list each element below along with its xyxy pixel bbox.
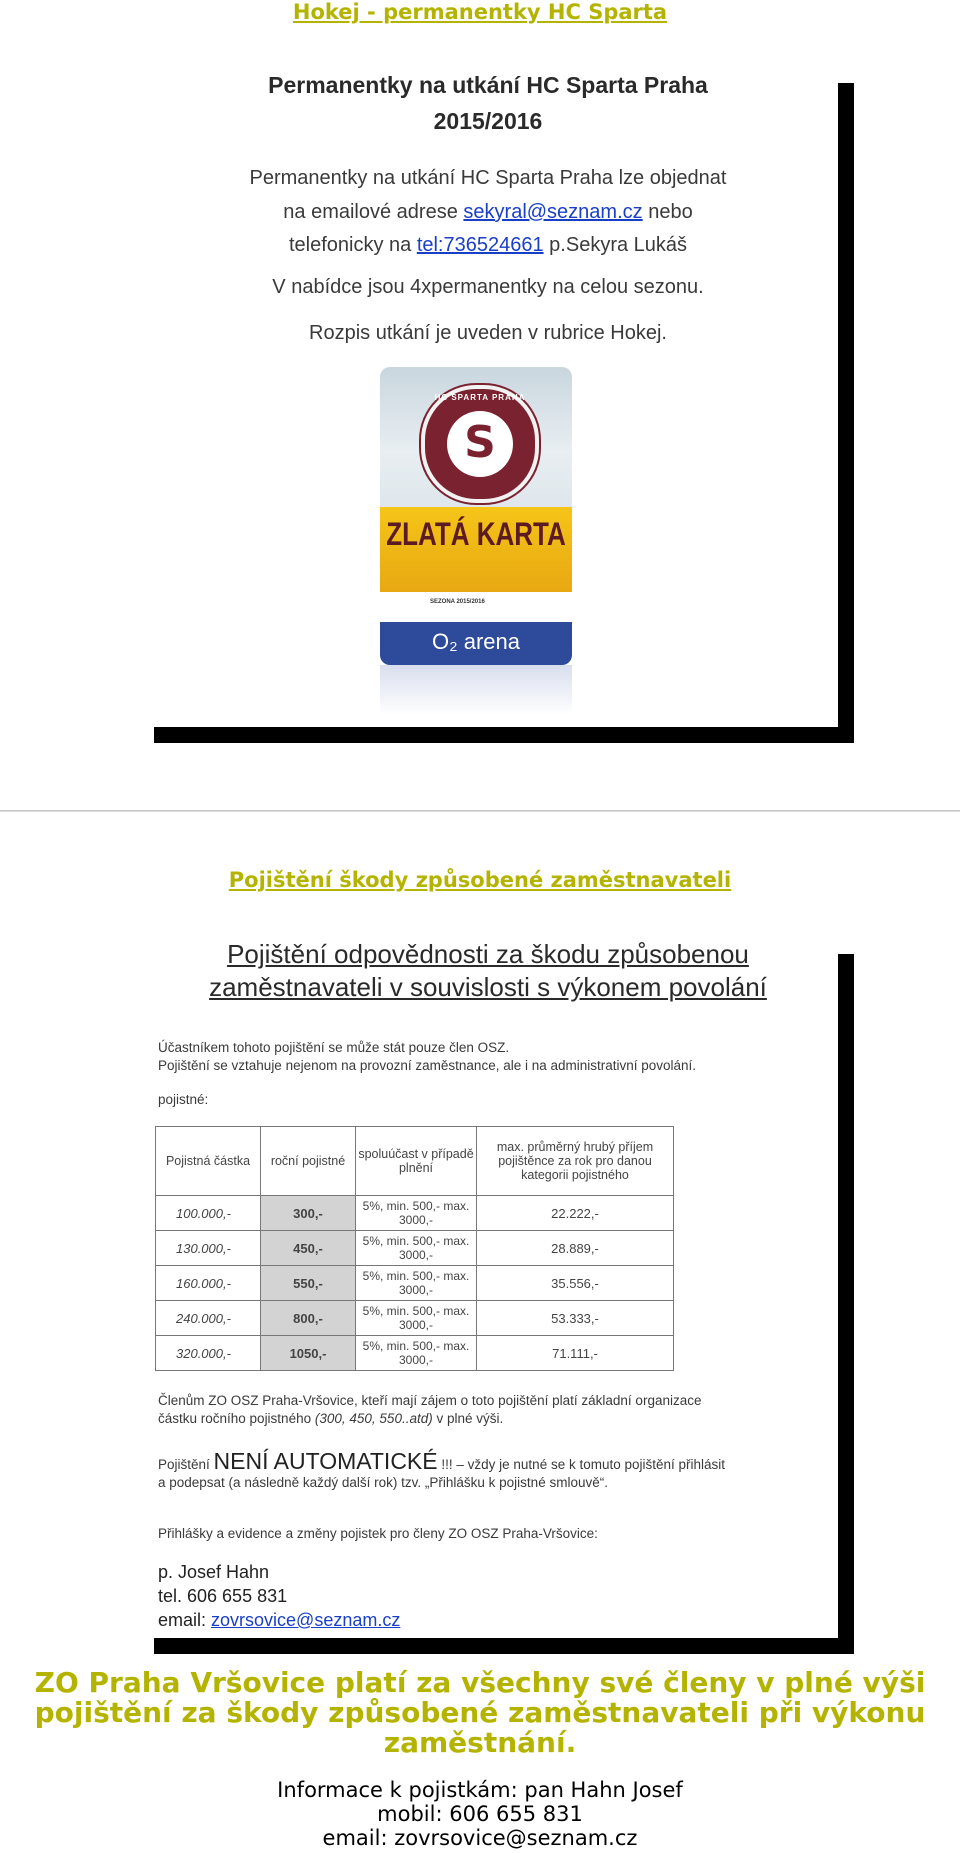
table-cell: 550,- — [261, 1266, 356, 1301]
insurance-contact-info — [0, 1778, 960, 1850]
members-prefix: částku ročního pojistného — [158, 1411, 312, 1426]
insurance-table — [155, 1126, 674, 1371]
info-line: email: zovrsovice@seznam.cz — [322, 1826, 638, 1850]
table-cell: 53.333,- — [477, 1301, 674, 1336]
coverage-line: ZO Praha Vršovice platí za všechny své členy v plné výši — [34, 1666, 926, 1699]
table-row — [156, 1336, 674, 1371]
table-cell: 5%, min. 500,- max. 3000,- — [356, 1336, 477, 1371]
pojisteni-title[interactable]: Pojištění škody způsobené zaměstnavateli — [228, 868, 732, 892]
table-cell: 5%, min. 500,- max. 3000,- — [356, 1266, 477, 1301]
coverage-message — [0, 1668, 960, 1758]
table-cell: 22.222,- — [477, 1196, 674, 1231]
table-cell: 28.889,- — [477, 1231, 674, 1266]
o2-arena-logo: O₂ arena — [431, 629, 521, 654]
permanentky-line2 — [138, 201, 838, 224]
contact-name: p. Josef Hahn — [158, 1562, 270, 1582]
info-line: Informace k pojistkám: pan Hahn Josef — [277, 1778, 683, 1802]
sparta-s-letter: S — [464, 417, 496, 468]
intro-line-2: Pojištění se vztahuje nejenom na provozní zaměstnance, ale i na administrativní povolání. — [158, 1058, 697, 1073]
card-season: SEZONA 2015/2016 — [430, 599, 485, 605]
col-header: max. průměrný hrubý příjem pojištěnce za rok pro danou kategorii pojistného — [477, 1127, 674, 1196]
table-cell: 5%, min. 500,- max. 3000,- — [356, 1301, 477, 1336]
phone-link[interactable]: tel:736524661 — [416, 234, 544, 256]
signup-line: a podepsat (a následně každý další rok) tzv. „Přihlášku k pojistné smlouvě“. — [158, 1475, 608, 1490]
table-row — [156, 1196, 674, 1231]
contact-email-line — [158, 1610, 400, 1631]
permanentky-image — [138, 67, 838, 727]
hokej-title[interactable]: Hokej - permanentky HC Sparta — [292, 0, 668, 24]
members-line-2 — [158, 1411, 503, 1426]
table-header-row — [156, 1127, 674, 1196]
contact-email-label: email: — [158, 1610, 207, 1630]
permanentky-line1: Permanentky na utkání HC Sparta Praha lze objednat — [249, 167, 727, 189]
permanentky-season: 2015/2016 — [433, 108, 543, 134]
zlata-karta-image — [380, 367, 572, 665]
col-header: roční pojistné — [261, 1127, 356, 1196]
permanentky-line3 — [138, 234, 838, 257]
sparta-logo-icon — [421, 385, 539, 503]
table-row — [156, 1266, 674, 1301]
info-line: mobil: 606 655 831 — [377, 1802, 583, 1826]
members-suffix: v plné výši. — [436, 1411, 504, 1426]
pojistne-label: pojistné: — [158, 1092, 209, 1107]
table-cell: 160.000,- — [156, 1266, 261, 1301]
table-cell: 100.000,- — [156, 1196, 261, 1231]
sparta-logo-center — [447, 411, 513, 477]
section-divider — [0, 810, 960, 812]
table-cell: 300,- — [261, 1196, 356, 1231]
table-cell: 320.000,- — [156, 1336, 261, 1371]
members-amounts: (300, 450, 550..atd) — [314, 1411, 433, 1426]
not-automatic-prefix: Pojištění — [158, 1457, 210, 1472]
evidence-line: Přihlášky a evidence a změny pojistek pro členy ZO OSZ Praha-Vršovice: — [158, 1526, 598, 1541]
permanentky-line4: V nabídce jsou 4xpermanentky na celou sezonu. — [272, 276, 704, 298]
pojisteni-heading-2: zaměstnavateli v souvislosti s výkonem povolání — [209, 972, 767, 1002]
coverage-line: zaměstnání. — [383, 1726, 577, 1759]
card-reflection — [380, 665, 572, 715]
table-cell: 1050,- — [261, 1336, 356, 1371]
phone-suffix: p.Sekyra Lukáš — [549, 234, 688, 256]
col-header: spoluúčast v případě plnění — [356, 1127, 477, 1196]
pojisteni-image — [138, 938, 838, 1638]
permanentky-line5: Rozpis utkání je uveden v rubrice Hokej. — [309, 322, 667, 344]
card-white-band — [380, 592, 572, 622]
table-cell: 130.000,- — [156, 1231, 261, 1266]
contact-email-link[interactable]: zovrsovice@seznam.cz — [211, 1610, 401, 1630]
members-line-1: Členům ZO OSZ Praha-Vršovice, kteří mají zájem o toto pojištění platí základní organizace — [158, 1393, 702, 1408]
table-cell: 5%, min. 500,- max. 3000,- — [356, 1231, 477, 1266]
table-cell: 5%, min. 500,- max. 3000,- — [356, 1196, 477, 1231]
email-suffix: nebo — [648, 201, 693, 223]
not-automatic-emphasis: NENÍ AUTOMATICKÉ — [213, 1448, 438, 1474]
contact-phone: tel. 606 655 831 — [158, 1586, 288, 1606]
table-cell: 35.556,- — [477, 1266, 674, 1301]
sparta-logo-ring-text: HC SPARTA PRAHA — [434, 393, 526, 402]
intro-line-1: Účastníkem tohoto pojištění se může stát pouze člen OSZ. — [158, 1040, 510, 1055]
not-automatic-suffix: !!! – vždy je nutné se k tomuto pojištění přihlásit — [441, 1457, 726, 1472]
table-cell: 800,- — [261, 1301, 356, 1336]
table-row — [156, 1301, 674, 1336]
col-header: Pojistná částka — [156, 1127, 261, 1196]
table-cell: 240.000,- — [156, 1301, 261, 1336]
email-prefix: na emailové adrese — [283, 201, 458, 223]
coverage-line: pojištění za škody způsobené zaměstnavateli při výkonu — [34, 1696, 926, 1729]
table-row — [156, 1231, 674, 1266]
card-title: ZLATÁ KARTA — [386, 515, 566, 553]
permanentky-heading: Permanentky na utkání HC Sparta Praha — [268, 72, 708, 98]
phone-prefix: telefonicky na — [288, 234, 412, 256]
pojisteni-heading-1: Pojištění odpovědnosti za škodu způsobenou — [227, 939, 749, 969]
not-automatic-line — [158, 1448, 725, 1475]
table-cell: 450,- — [261, 1231, 356, 1266]
table-cell: 71.111,- — [477, 1336, 674, 1371]
email-link[interactable]: sekyral@seznam.cz — [463, 201, 643, 223]
